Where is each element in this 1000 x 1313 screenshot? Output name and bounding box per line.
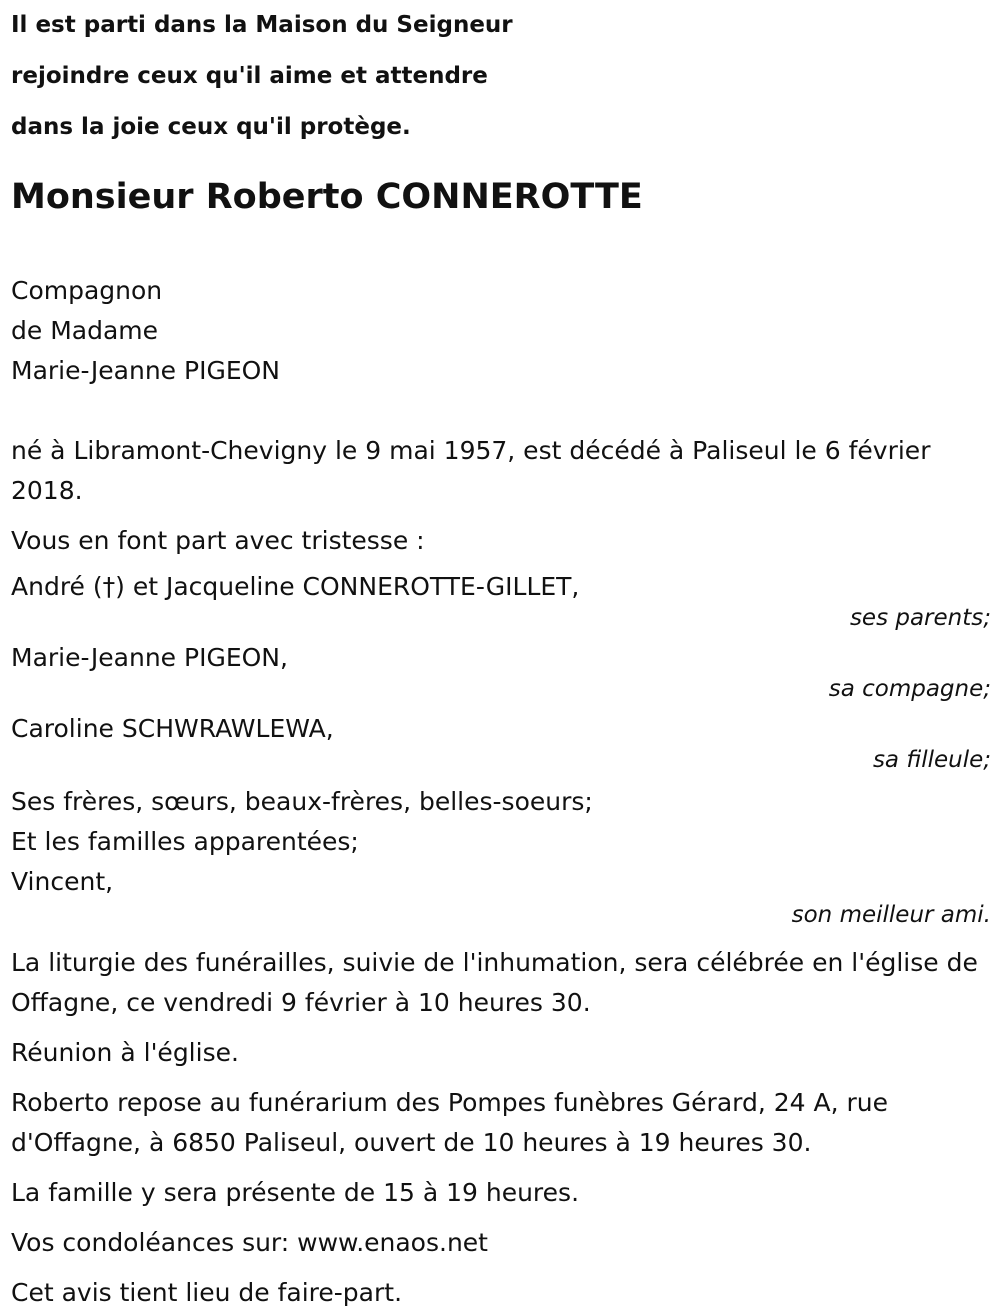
condolences-text: Vos condoléances sur: www.enaos.net: [11, 1228, 488, 1257]
verse-line: Il est parti dans la Maison du Seigneur: [11, 12, 513, 38]
family-entry: [11, 569, 991, 632]
relation-line: Compagnon: [11, 276, 163, 305]
relation-line: Marie-Jeanne PIGEON: [11, 356, 280, 385]
relation-block: [11, 271, 991, 391]
relation-line: de Madame: [11, 316, 159, 345]
family-member-name: Caroline SCHWRAWLEWA,: [11, 714, 334, 743]
relatives-line: Vincent,: [11, 867, 114, 896]
relatives-line: Ses frères, sœurs, beaux-frères, belles-soeurs;: [11, 787, 593, 816]
intro-text: Vous en font part avec tristesse :: [11, 526, 425, 555]
verse-line: dans la joie ceux qu'il protège.: [11, 114, 411, 140]
birth-death-text: né à Libramont-Chevigny le 9 mai 1957, est décédé à Paliseul le 6 février 2018.: [11, 436, 931, 505]
family-member-name: Marie-Jeanne PIGEON,: [11, 643, 288, 672]
other-relatives: [11, 782, 991, 902]
deceased-name: Monsieur Roberto CONNEROTTE: [11, 177, 643, 217]
opening-verse: [11, 0, 991, 153]
family-entry: [11, 711, 991, 774]
funerarium-text: Roberto repose au funérarium des Pompes funèbres Gérard, 24 A, rue d'Offagne, à 6850 Paliseul, ouvert de 10 heures à 19 heures 30.: [11, 1088, 889, 1157]
family-member-name: André (†) et Jacqueline CONNEROTTE-GILLET,: [11, 572, 580, 601]
meeting-text: Réunion à l'église.: [11, 1038, 239, 1067]
family-entry: [11, 640, 991, 703]
liturgy-text: La liturgie des funérailles, suivie de l'inhumation, sera célébrée en l'église de Offagne, ce vendredi 9 février à 10 heures 30.: [11, 948, 978, 1017]
verse-line: rejoindre ceux qu'il aime et attendre: [11, 63, 488, 89]
best-friend-role: son meilleur ami.: [791, 902, 991, 928]
closing-text: Cet avis tient lieu de faire-part.: [11, 1278, 403, 1307]
family-list: [11, 569, 991, 774]
obituary-notice: [11, 0, 991, 1313]
family-member-role: sa filleule;: [872, 747, 991, 773]
family-member-role: ses parents;: [849, 605, 991, 631]
family-presence-text: La famille y sera présente de 15 à 19 heures.: [11, 1178, 580, 1207]
relatives-line: Et les familles apparentées;: [11, 827, 359, 856]
family-member-role: sa compagne;: [828, 676, 991, 702]
